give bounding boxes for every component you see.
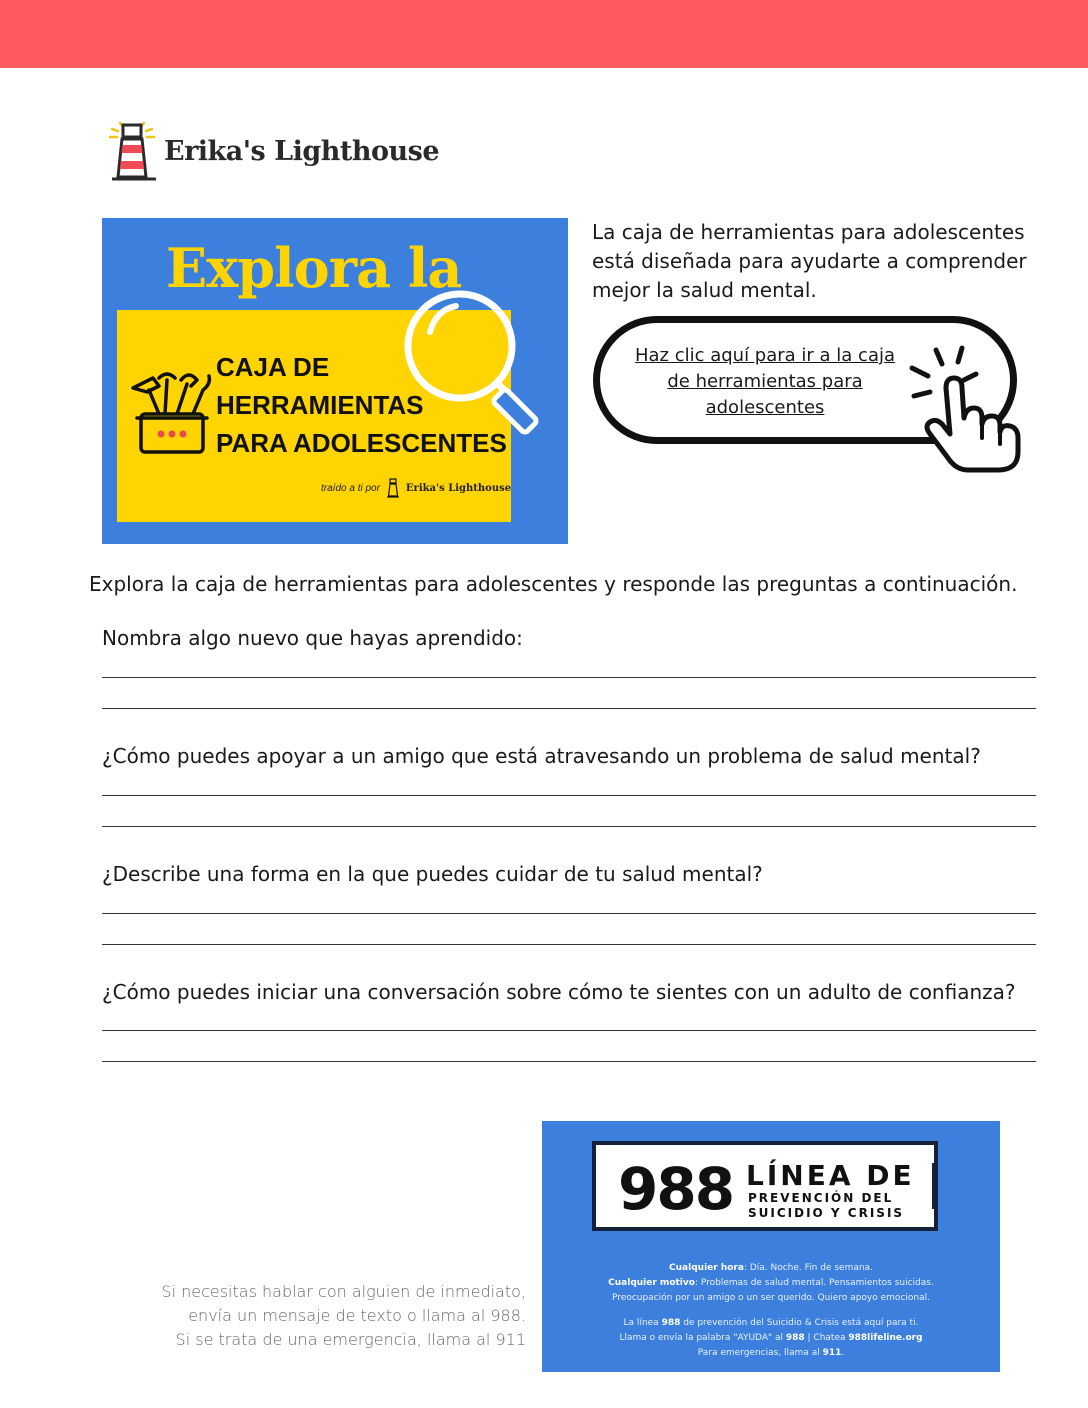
lighthouse-icon [106,119,158,183]
hero-line: PARA ADOLESCENTES [216,428,507,458]
lifeline-body-number: 988 [661,1318,681,1328]
lifeline-body-text: de prevención del Suicidio & Crisis está aquí para ti. [680,1318,919,1328]
question-2: ¿Cómo puedes apoyar a un amigo que está atravesando un problema de salud mental? [102,744,981,768]
any-time-text: : Día. Noche. Fin de semana. [743,1263,873,1273]
lifeline-banner [542,1121,1000,1372]
any-reason-label: Cualquier motivo [608,1278,695,1288]
lifeline-subtitle-line: PREVENCIÓN DEL [748,1191,894,1205]
intro-text: La caja de herramientas para adolescentes está diseñada para ayudarte a comprender mejor la salud mental. [592,220,1027,302]
hero-line: HERRAMIENTAS [216,390,424,420]
brand-logo [106,118,439,184]
answer-line[interactable] [102,708,1036,709]
lifeline-notch [932,1163,938,1209]
toolbox-icon [129,368,217,460]
answer-line[interactable] [102,944,1036,945]
answer-line[interactable] [102,795,1036,796]
lifeline-body-text: | Chatea [804,1333,849,1343]
pointing-hand-icon [906,344,1030,474]
answer-line[interactable] [102,826,1036,827]
crisis-line: Si se trata de una emergencia, llama al 911 [175,1330,526,1349]
toolbox-promo-image[interactable] [102,218,568,544]
top-accent-bar [0,0,1088,68]
toolbox-link[interactable]: Haz clic aquí para ir a la caja de herramientas para adolescentes [634,345,896,418]
answer-line[interactable] [102,1030,1036,1031]
credit-brand: Erika's Lighthouse [405,482,512,494]
magnifier-icon [402,290,562,440]
answer-line[interactable] [102,677,1036,678]
lifeline-body-number: 988 [785,1333,805,1343]
crisis-note [150,1280,526,1352]
lifeline-body-text: La línea [623,1318,662,1328]
emergency-number: 911 [822,1348,842,1358]
lifeline-details [552,1261,990,1361]
lifeline-subtitle-line: SUICIDIO Y CRISIS [748,1206,905,1220]
brand-name: Erika's Lighthouse [164,135,440,167]
lifeline-body-text: Llama o envía la palabra "AYUDA" al [619,1333,786,1343]
lifeline-logo [592,1141,938,1231]
question-4: ¿Cómo puedes iniciar una conversación sobre cómo te sientes con un adulto de confianza? [102,980,1016,1004]
question-3: ¿Describe una forma en la que puedes cuidar de tu salud mental? [102,862,763,886]
emergency-text: Para emergencias, llama al [697,1348,823,1358]
lifeline-chat-link[interactable]: 988lifeline.org [848,1333,923,1343]
answer-line[interactable] [102,913,1036,914]
crisis-line: envía un mensaje de texto o llama al 988. [188,1306,526,1325]
hero-title: Explora la [166,236,462,300]
instruction-text: Explora la caja de herramientas para adolescentes y responde las preguntas a continuación. [89,572,1018,596]
crisis-line: Si necesitas hablar con alguien de inmediato, [161,1282,526,1301]
hero-line: CAJA DE [216,352,330,382]
lifeline-subtitle [748,1191,904,1221]
lifeline-number: 988 [618,1155,734,1223]
credit-by: traído a ti por [321,482,380,494]
any-reason-text: : Problemas de salud mental. Pensamientos suicidas. [694,1278,934,1288]
question-1: Nombra algo nuevo que hayas aprendido: [102,626,523,650]
any-time-label: Cualquier hora [669,1263,744,1273]
lighthouse-small-icon [386,478,400,498]
lifeline-title: LÍNEA DE [746,1159,915,1192]
answer-line[interactable] [102,1061,1036,1062]
hero-credit [321,478,511,498]
emergency-text: . [841,1348,845,1358]
reason-line: Preocupación por un amigo o un ser querido. Quiero apoyo emocional. [612,1293,930,1303]
